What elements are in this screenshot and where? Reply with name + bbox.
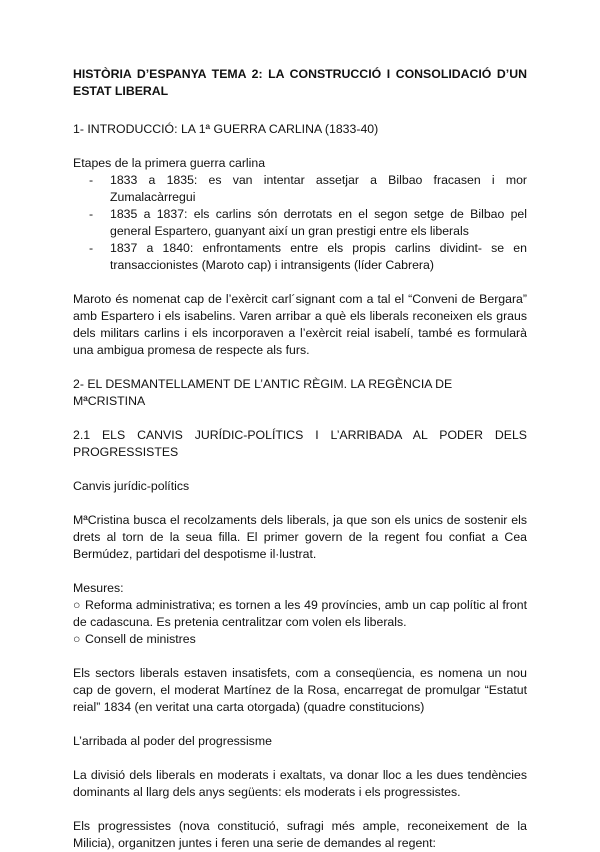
dash-bullet: - — [89, 207, 94, 221]
list-item — [73, 206, 527, 240]
dash-bullet: - — [89, 173, 94, 187]
list-item — [73, 240, 527, 274]
circle-bullet-icon: ○ — [73, 632, 81, 646]
measure-text: Consell de ministres — [85, 632, 196, 646]
dash-bullet: - — [89, 241, 94, 255]
measures-heading: Mesures: — [73, 581, 124, 595]
list-item — [73, 597, 527, 631]
stage-text: 1833 a 1835: es van intentar assetjar a Bilbao fracasen i mor Zumalacàrregui — [110, 173, 527, 204]
progressives-paragraph: Els progressistes (nova constitució, sufragi més ample, reconeixement de la Milicia), organitzen juntes i feren una serie de demandes al regent: — [73, 819, 527, 850]
maroto-paragraph: Maroto és nomenat cap de l’exèrcit carl´signant com a tal el “Conveni de Bergara” amb Espartero i els isabelins. Varen arribar a què els liberals reconeixen els graus dels militars carlins i els incorporaven a l’exèrcit reial isabelí, també es formularà una ambigua promesa de respecte als furs. — [73, 292, 527, 357]
subsection-2-1-heading: 2.1 ELS CANVIS JURÍDIC-POLÍTICS I L’ARRIBADA AL PODER DELS PROGRESSISTES — [73, 428, 527, 459]
list-item — [73, 172, 527, 206]
measures-list — [73, 597, 527, 648]
progress-heading: L’arribada al poder del progressisme — [73, 734, 272, 748]
circle-bullet-icon: ○ — [73, 598, 81, 612]
stage-text: 1835 a 1837: els carlins són derrotats en el segon setge de Bilbao pel general Espartero, guanyant així un gran prestigi entre els liberals — [110, 207, 527, 238]
division-paragraph: La divisió dels liberals en moderats i exaltats, va donar lloc a les dues tendències dominants al llarg dels anys següents: els moderats i els progressistes. — [73, 768, 527, 799]
measure-text: Reforma administrativa; es tornen a les 49 províncies, amb un cap polític al front de cadascuna. Es pretenia centralitzar com volen els liberals. — [73, 598, 527, 629]
cristina-paragraph: MªCristina busca el recolzaments dels liberals, ja que son els unics de sostenir els drets al torn de la seua filla. El primer govern de la regent fou confiat a Cea Bermúdez, partidari del despotisme il·lustrat. — [73, 513, 527, 561]
list-item — [73, 631, 527, 648]
stages-list — [73, 172, 527, 274]
section-1-heading: 1- INTRODUCCIÓ: LA 1ª GUERRA CARLINA (1833-40) — [73, 122, 379, 136]
liberals-paragraph: Els sectors liberals estaven insatisfets, com a conseqüencia, es nomena un nou cap de govern, el moderat Martínez de la Rosa, encarregat de promulgar “Estatut reial” 1834 (en veritat una carta otorgada) (quadre constitucions) — [73, 666, 527, 714]
document-title: HISTÒRIA D’ESPANYA TEMA 2: LA CONSTRUCCIÓ I CONSOLIDACIÓ D’UN ESTAT LIBERAL — [73, 67, 527, 98]
document-page — [73, 66, 527, 852]
section-2-heading: 2- EL DESMANTELLAMENT DE L’ANTIC RÈGIM. LA REGÈNCIA DE MªCRISTINA — [73, 377, 453, 408]
stage-text: 1837 a 1840: enfrontaments entre els propis carlins dividint- se en transaccionistes (Maroto cap) i intransigents (líder Cabrera) — [110, 241, 527, 272]
changes-heading: Canvis jurídic-polítics — [73, 479, 190, 493]
stages-heading: Etapes de la primera guerra carlina — [73, 156, 266, 170]
